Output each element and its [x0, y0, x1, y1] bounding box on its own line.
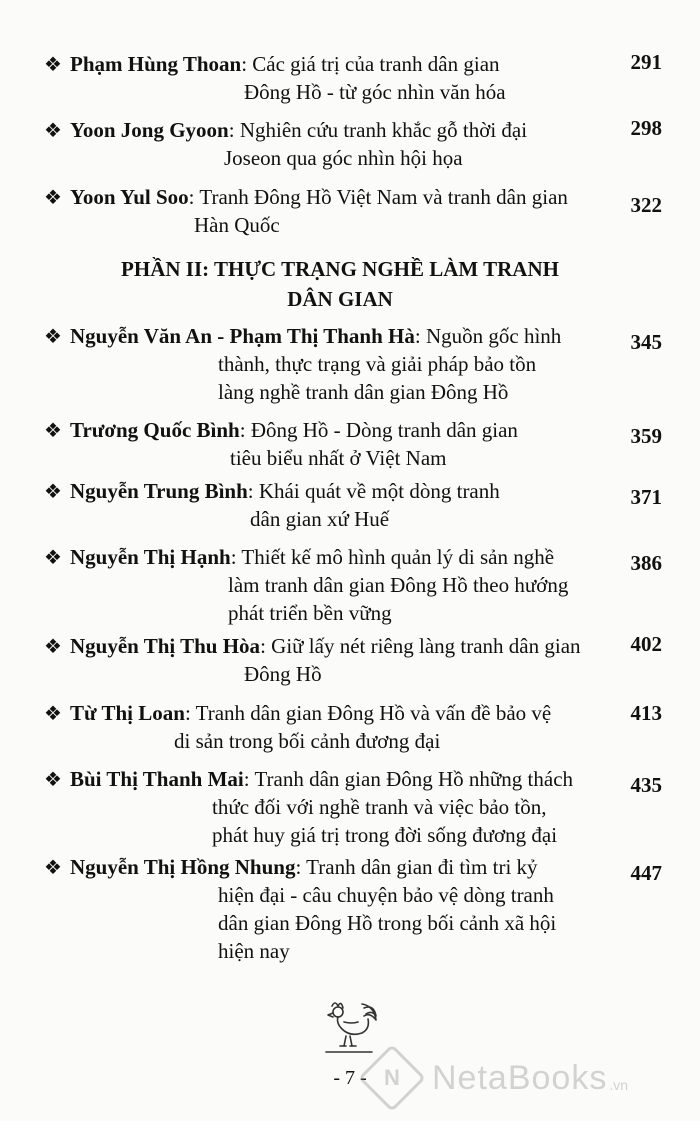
section-heading-line2: DÂN GIAN — [287, 287, 393, 311]
toc-entry — [44, 632, 662, 688]
entry-title-continued: tiêu biểu nhất ở Việt Nam — [230, 446, 447, 470]
entry-page-number: 413 — [630, 701, 662, 725]
toc-entry — [44, 50, 662, 106]
toc-entry — [44, 477, 662, 533]
toc-entry — [44, 322, 662, 406]
entry-separator: : — [241, 52, 253, 76]
entry-separator: : — [260, 634, 272, 658]
entry-page-number: 291 — [630, 50, 662, 74]
diamond-bullet-icon: ❖ — [44, 769, 62, 791]
entry-separator: : — [184, 701, 196, 725]
entry-author: Phạm Hùng Thoan — [70, 52, 242, 76]
entry-title: Khái quát về một dòng tranh — [258, 479, 500, 503]
entry-page-number: 322 — [630, 193, 662, 217]
entry-title: Tranh dân gian Đông Hồ những thách — [254, 767, 574, 791]
watermark-text: NetaBooks — [432, 1058, 608, 1097]
entry-title: Đông Hồ - Dòng tranh dân gian — [250, 418, 518, 442]
entry-author: Nguyễn Thị Hạnh — [70, 545, 231, 569]
entry-author: Yoon Yul Soo — [70, 185, 189, 209]
entry-author: Từ Thị Loan — [70, 701, 185, 725]
entry-title: Tranh Đông Hồ Việt Nam và tranh dân gian — [199, 185, 568, 209]
entry-author: Trương Quốc Bình — [70, 418, 240, 442]
entry-title-continued: Joseon qua góc nhìn hội họa — [224, 146, 463, 170]
entry-separator: : — [295, 855, 307, 879]
entry-title-continued: hiện nay — [218, 939, 290, 963]
entry-page-number: 345 — [630, 330, 662, 354]
entry-title-continued: dân gian Đông Hồ trong bối cảnh xã hội — [218, 911, 557, 935]
entry-author: Bùi Thị Thanh Mai — [70, 767, 244, 791]
diamond-bullet-icon: ❖ — [44, 636, 62, 658]
watermark-logo-letter: N — [384, 1064, 400, 1090]
entry-separator: : — [230, 545, 242, 569]
entry-title-continued: làm tranh dân gian Đông Hồ theo hướng — [228, 573, 569, 597]
entry-title-continued: làng nghề tranh dân gian Đông Hồ — [218, 380, 509, 404]
entry-page-number: 435 — [630, 773, 662, 797]
toc-entry — [44, 116, 662, 172]
diamond-bullet-icon: ❖ — [44, 54, 62, 76]
entry-separator: : — [239, 418, 251, 442]
toc-entry — [44, 416, 662, 472]
entry-title: Giữ lấy nét riêng làng tranh dân gian — [271, 634, 581, 658]
entry-author: Nguyễn Văn An - Phạm Thị Thanh Hà — [70, 324, 415, 348]
entry-page-number: 447 — [630, 861, 662, 885]
entry-title-continued: dân gian xứ Huế — [250, 507, 390, 531]
page-number-footer: - 7 - — [333, 1067, 367, 1089]
entry-author: Nguyễn Thị Thu Hòa — [70, 634, 261, 658]
diamond-bullet-icon: ❖ — [44, 326, 62, 348]
entry-title: Thiết kế mô hình quản lý di sản nghề — [241, 545, 555, 569]
entry-separator: : — [243, 767, 255, 791]
watermark — [368, 1050, 688, 1106]
entry-title-continued: thức đối với nghề tranh và việc bảo tồn, — [212, 795, 547, 819]
entry-title: Nghiên cứu tranh khắc gỗ thời đại — [239, 118, 528, 142]
entry-title-continued: phát triển bền vững — [228, 601, 392, 625]
entry-title-continued: phát huy giá trị trong đời sống đương đại — [212, 823, 558, 847]
toc-entry — [44, 699, 662, 755]
entry-author: Nguyễn Thị Hồng Nhung — [70, 855, 296, 879]
toc-entry — [44, 183, 662, 239]
diamond-bullet-icon: ❖ — [44, 187, 62, 209]
entry-page-number: 359 — [630, 424, 662, 448]
diamond-bullet-icon: ❖ — [44, 857, 62, 879]
entry-title: Tranh dân gian Đông Hồ và vấn đề bảo vệ — [195, 701, 552, 725]
entry-author: Yoon Jong Gyoon — [70, 118, 229, 142]
section-heading — [60, 254, 620, 314]
diamond-bullet-icon: ❖ — [44, 703, 62, 725]
entry-title-continued: di sản trong bối cảnh đương đại — [174, 729, 441, 753]
entry-title-continued: Đông Hồ — [244, 662, 322, 686]
entry-separator: : — [414, 324, 426, 348]
entry-title: Tranh dân gian đi tìm tri kỷ — [306, 855, 538, 879]
entry-separator: : — [247, 479, 259, 503]
entry-page-number: 402 — [630, 632, 662, 656]
toc-entry — [44, 765, 662, 849]
section-heading-line1: PHẦN II: THỰC TRẠNG NGHỀ LÀM TRANH — [121, 257, 559, 281]
entry-author: Nguyễn Trung Bình — [70, 479, 248, 503]
toc-entry — [44, 853, 662, 965]
entry-title-continued: Đông Hồ - từ góc nhìn văn hóa — [244, 80, 506, 104]
entry-title: Nguồn gốc hình — [425, 324, 562, 348]
entry-separator: : — [228, 118, 240, 142]
toc-entry — [44, 543, 662, 627]
netabooks-logo-icon — [358, 1044, 426, 1112]
entry-separator: : — [188, 185, 200, 209]
diamond-bullet-icon: ❖ — [44, 420, 62, 442]
entry-page-number: 371 — [630, 485, 662, 509]
entry-title-continued: thành, thực trạng và giải pháp bảo tồn — [218, 352, 537, 376]
entry-title: Các giá trị của tranh dân gian — [252, 52, 500, 76]
diamond-bullet-icon: ❖ — [44, 547, 62, 569]
diamond-bullet-icon: ❖ — [44, 481, 62, 503]
rooster-icon — [318, 996, 380, 1056]
diamond-bullet-icon: ❖ — [44, 120, 62, 142]
entry-title-continued: Hàn Quốc — [194, 213, 280, 237]
watermark-domain: .vn — [609, 1077, 629, 1093]
entry-page-number: 386 — [630, 551, 662, 575]
entry-title-continued: hiện đại - câu chuyện bảo vệ dòng tranh — [218, 883, 554, 907]
entry-page-number: 298 — [630, 116, 662, 140]
